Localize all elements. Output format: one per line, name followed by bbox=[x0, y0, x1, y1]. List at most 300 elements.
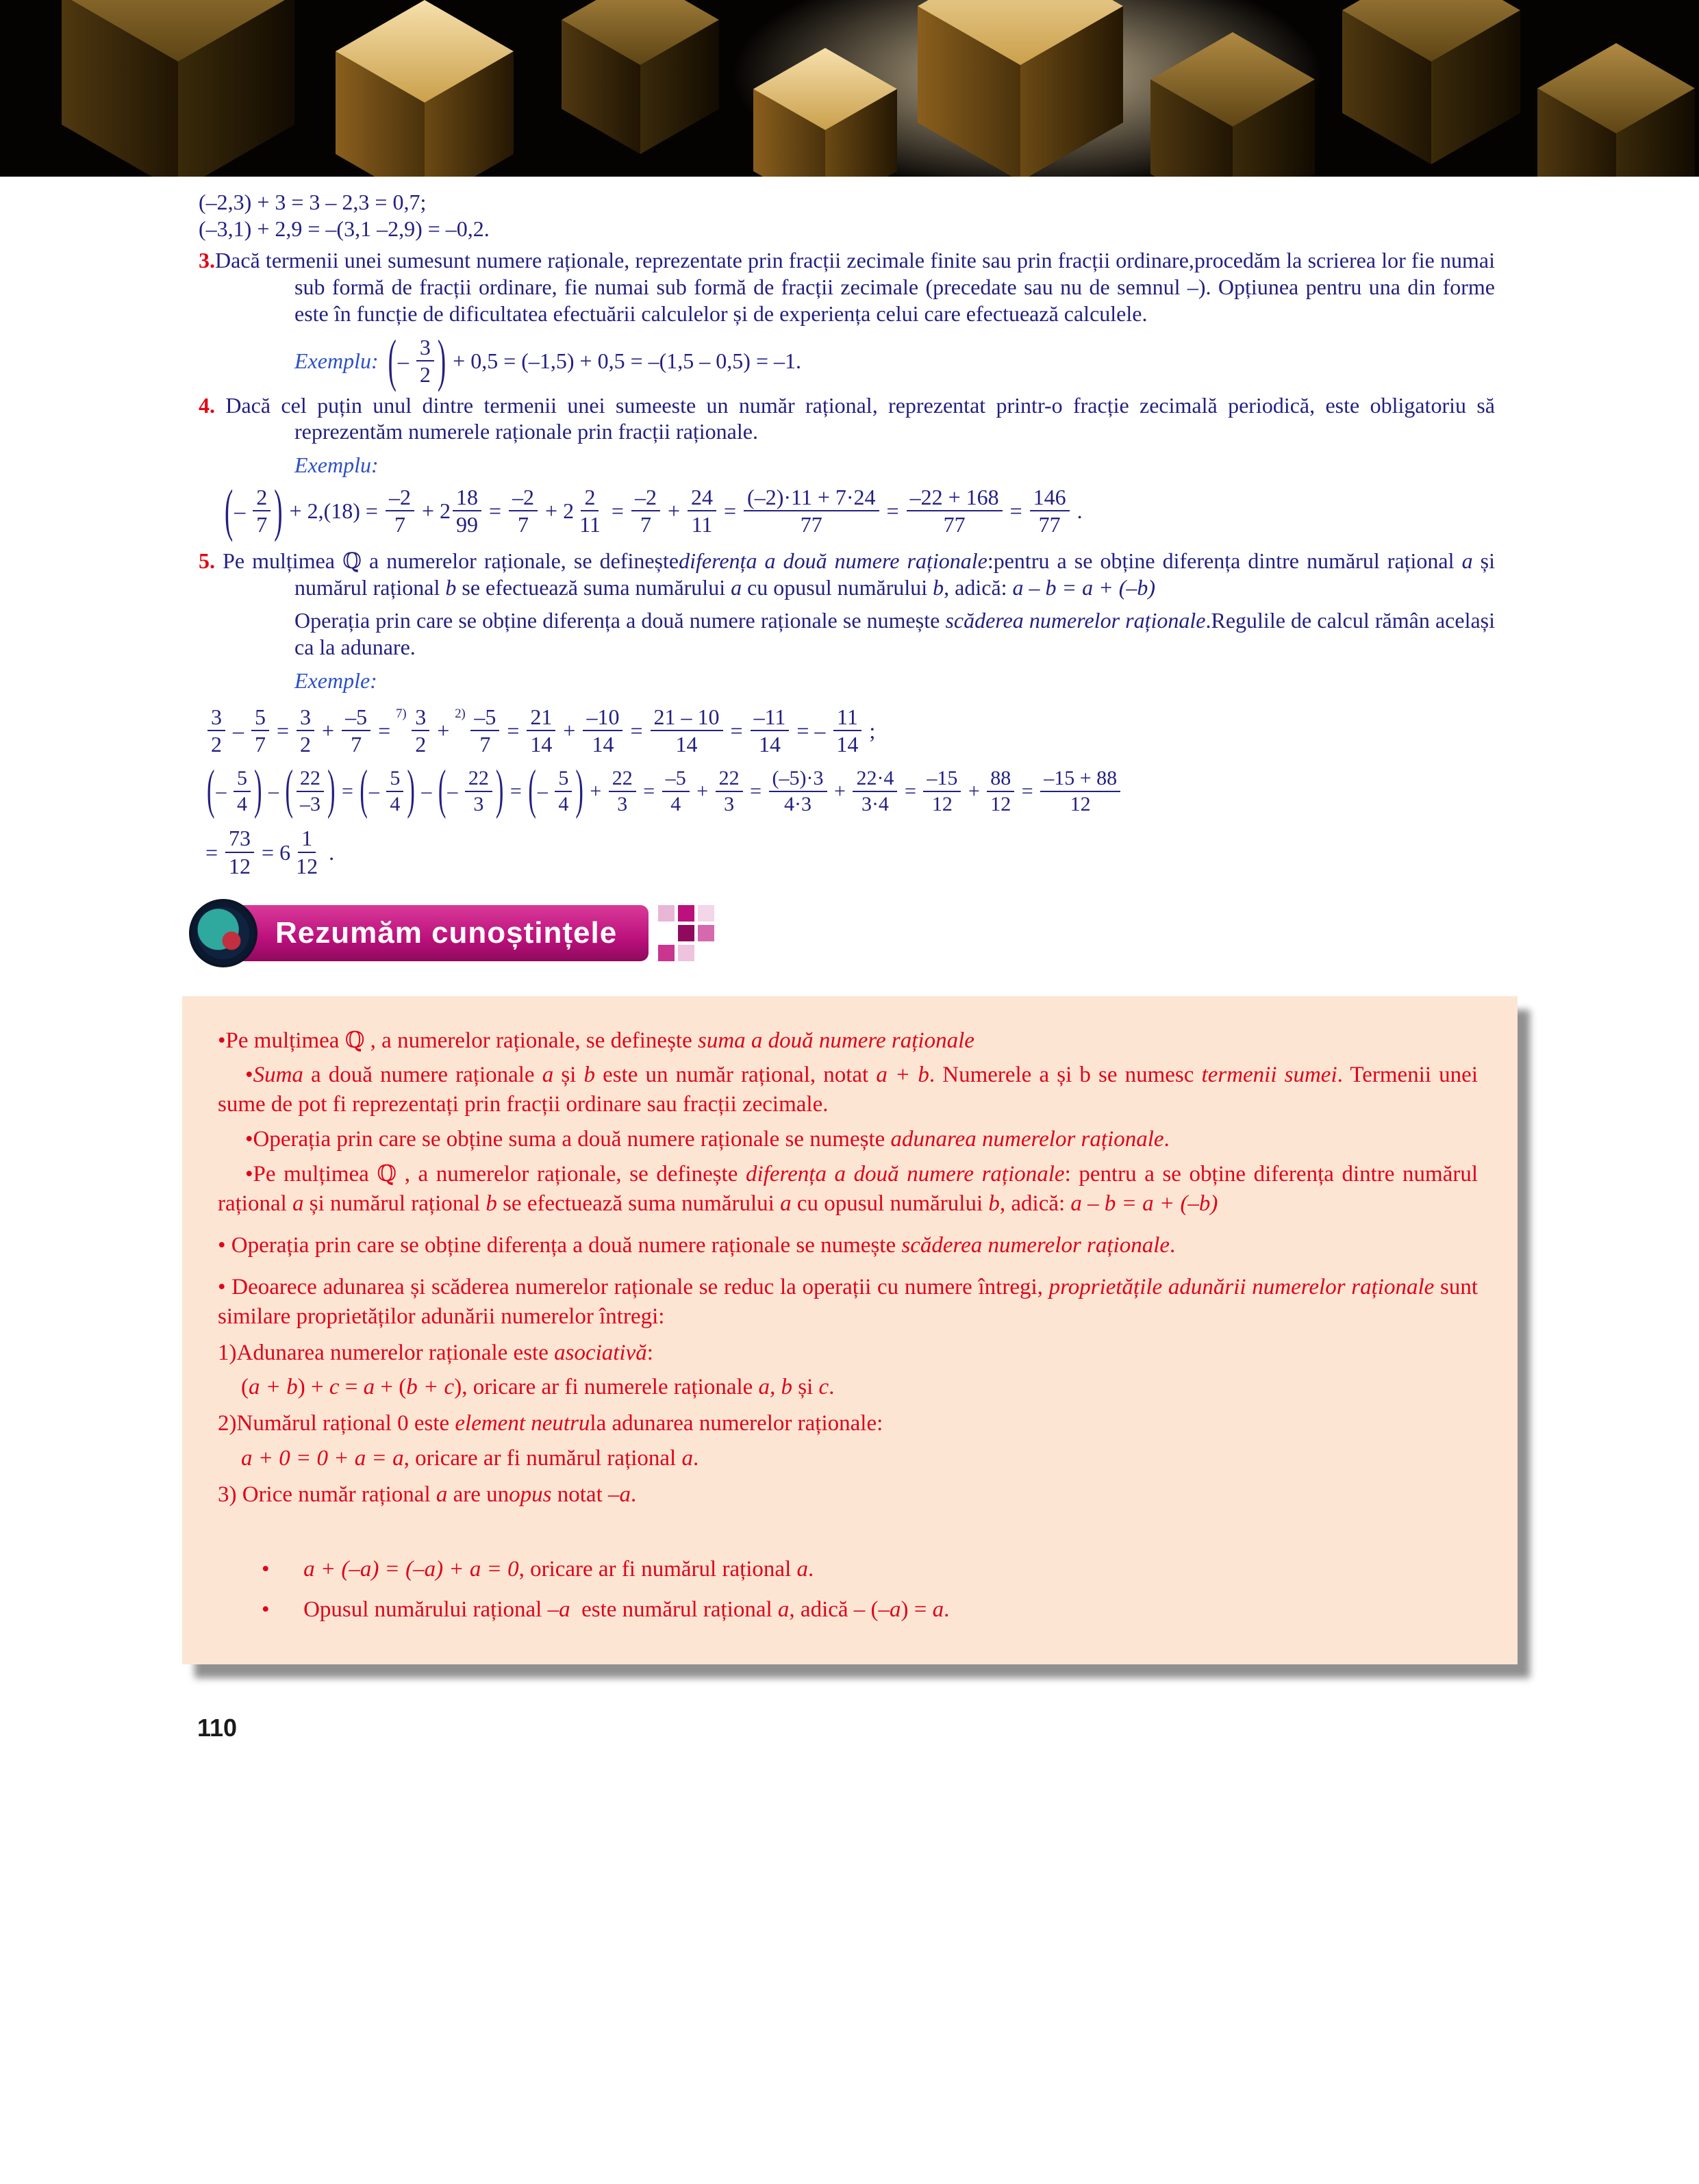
denominator: 12 bbox=[296, 853, 318, 878]
fraction bbox=[412, 705, 429, 757]
amplifier-superscript: 7) bbox=[396, 706, 410, 721]
close-paren-icon: ) bbox=[495, 760, 504, 820]
text-run: diferența a două numere raționale bbox=[679, 548, 987, 573]
text-run: Opusul numărului rațional – bbox=[303, 1597, 559, 1622]
denominator: 77 bbox=[943, 512, 966, 537]
numerator: 11 bbox=[833, 705, 861, 732]
summary-point bbox=[218, 1273, 1478, 1332]
paren-inner bbox=[294, 767, 326, 816]
paren-inner bbox=[447, 767, 494, 816]
denominator: 7 bbox=[351, 732, 362, 757]
math-line bbox=[199, 477, 1495, 542]
text-run: + 2,(18) = bbox=[284, 498, 383, 524]
denominator: 11 bbox=[691, 512, 713, 537]
fraction bbox=[769, 767, 827, 816]
denominator: 2 bbox=[415, 732, 427, 757]
text-run: se efectuează suma numărului bbox=[456, 574, 731, 600]
text-run: termenii sumei bbox=[1201, 1063, 1337, 1088]
numbered-item-4 bbox=[199, 392, 1495, 445]
text-run: – bbox=[416, 779, 437, 802]
text-run: a bbox=[363, 1375, 375, 1400]
text-run: – bbox=[227, 718, 249, 743]
text-run: are un bbox=[447, 1482, 509, 1508]
denominator: 77 bbox=[800, 512, 822, 537]
text-run: – bbox=[447, 779, 463, 802]
decorative-square bbox=[678, 905, 694, 922]
text-run: + bbox=[662, 498, 685, 524]
close-paren-icon: ) bbox=[327, 760, 336, 820]
text-run: ) = bbox=[901, 1597, 933, 1622]
text-run: b bbox=[486, 1191, 497, 1216]
denominator: 12 bbox=[931, 793, 953, 816]
fraction bbox=[716, 767, 743, 816]
text-run: b bbox=[445, 574, 457, 600]
page-number: 110 bbox=[197, 1713, 238, 1742]
fraction bbox=[751, 705, 790, 757]
text-run: proprietățile adunării numerelor raționale bbox=[1048, 1274, 1435, 1299]
decorative-square bbox=[698, 905, 714, 922]
fraction bbox=[662, 767, 690, 816]
numerator: 2 bbox=[581, 485, 599, 512]
text-run: a bbox=[731, 574, 742, 600]
text-run: = bbox=[725, 718, 748, 743]
summary-point bbox=[218, 1555, 1478, 1584]
decorative-squares bbox=[658, 905, 714, 961]
text-run: + bbox=[691, 779, 714, 802]
decorative-square bbox=[678, 925, 694, 941]
close-paren-icon: ) bbox=[437, 327, 446, 392]
numerator: 5 bbox=[386, 767, 403, 792]
header-art bbox=[0, 0, 1699, 177]
text-run: a – b = a + (–b) bbox=[1012, 574, 1156, 600]
text-run: 2)Numărul rațional 0 este bbox=[218, 1411, 455, 1436]
fraction bbox=[609, 767, 636, 816]
text-run: b + c bbox=[406, 1375, 455, 1400]
text-run: diferența a două numere raționale bbox=[746, 1162, 1065, 1187]
text-run: a – b = a + (–b) bbox=[1070, 1191, 1218, 1216]
paren-inner bbox=[369, 767, 406, 816]
fraction bbox=[576, 485, 604, 537]
fraction bbox=[744, 485, 879, 537]
text-run: c bbox=[329, 1375, 340, 1400]
fraction bbox=[631, 485, 660, 537]
text-run: • bbox=[262, 1597, 304, 1622]
open-paren-icon: ( bbox=[225, 477, 234, 542]
denominator: 4 bbox=[390, 793, 401, 816]
summary-point bbox=[218, 1061, 1478, 1119]
text-run: – bbox=[263, 779, 284, 802]
text-run: + bbox=[584, 779, 607, 802]
text-run: = bbox=[373, 718, 397, 743]
text-run: scăderea numerelor raționale bbox=[945, 608, 1206, 633]
text-run: = – bbox=[791, 718, 831, 743]
fraction bbox=[225, 826, 254, 878]
fraction bbox=[297, 767, 324, 816]
target-icon bbox=[189, 899, 257, 967]
fraction bbox=[342, 705, 370, 757]
denominator: 3 bbox=[617, 793, 628, 816]
text-run: = bbox=[744, 779, 767, 802]
math-line bbox=[199, 760, 1495, 820]
decorative-square bbox=[658, 905, 675, 922]
numerator: –5 bbox=[662, 767, 690, 792]
text-run: : pentru a se obține diferența dintre numărul rațional bbox=[218, 1162, 1478, 1216]
numerator: 146 bbox=[1030, 485, 1070, 512]
paren-group bbox=[358, 760, 416, 820]
numerator: –5 bbox=[342, 705, 370, 732]
paren-inner bbox=[538, 767, 575, 816]
text-run: a, b bbox=[758, 1375, 793, 1400]
numerator: 22·4 bbox=[853, 767, 897, 792]
numerator: 21 – 10 bbox=[651, 705, 723, 732]
text-run: . bbox=[323, 839, 335, 865]
text-run: ; bbox=[864, 718, 876, 743]
text-run: + bbox=[557, 718, 581, 743]
fraction bbox=[453, 485, 481, 537]
text-run: • Deoarece adunarea și scăderea numerelor raționale se reduc la operații cu numere întregi, bbox=[218, 1274, 1049, 1299]
text-run: . bbox=[1071, 498, 1083, 524]
denominator: 14 bbox=[836, 732, 859, 757]
text-run: a + b bbox=[876, 1063, 929, 1088]
text-run: • bbox=[262, 1556, 304, 1582]
close-paren-icon: ) bbox=[407, 760, 415, 820]
numerator: 3 bbox=[207, 705, 225, 732]
numerator: 3 bbox=[412, 705, 429, 732]
denominator: 3 bbox=[724, 793, 735, 816]
denominator: 14 bbox=[675, 732, 698, 757]
text-run: •Pe mulțimea ℚ , a numerelor raționale, se definește bbox=[218, 1028, 698, 1053]
text-run: a bbox=[1461, 548, 1473, 573]
numerator: –2 bbox=[386, 485, 414, 512]
text-run: . Termenii unei sume de pot fi reprezentați prin fracții ordinare sau fracții zecimale. bbox=[218, 1063, 1478, 1117]
decorative-square bbox=[658, 925, 675, 941]
denominator: 7 bbox=[640, 512, 651, 537]
text-run: – bbox=[234, 498, 251, 524]
numbered-item-3 bbox=[199, 247, 1495, 327]
denominator: 7 bbox=[518, 512, 529, 537]
numerator: 24 bbox=[688, 485, 716, 512]
text-run: 3) Orice număr rațional bbox=[218, 1482, 436, 1508]
numerator: 22 bbox=[465, 767, 492, 792]
numerator: 2 bbox=[253, 485, 270, 512]
text-run: + bbox=[963, 779, 985, 802]
fraction bbox=[509, 485, 538, 537]
fraction bbox=[253, 485, 270, 537]
fraction bbox=[386, 767, 403, 816]
numerator: 5 bbox=[555, 767, 572, 792]
text-run: • Operația prin care se obține diferența a două numere raționale se numește bbox=[218, 1232, 902, 1258]
numerator: 22 bbox=[297, 767, 324, 792]
example-row-item-3 bbox=[199, 327, 1495, 392]
fraction bbox=[465, 767, 492, 816]
text-run: a bbox=[681, 1446, 693, 1471]
paren-inner bbox=[398, 335, 436, 387]
item-number-3: 3. bbox=[199, 248, 215, 273]
item-number-4: 4. bbox=[199, 392, 215, 418]
close-paren-icon: ) bbox=[274, 477, 283, 542]
text-run: , adică: bbox=[944, 574, 1013, 600]
text-run: = bbox=[1004, 498, 1028, 524]
summary-point bbox=[218, 1160, 1478, 1219]
text-run: = bbox=[483, 498, 507, 524]
text-run: . bbox=[631, 1482, 637, 1508]
text-run: . Numerele a și b se numesc bbox=[929, 1063, 1202, 1088]
text-run: + bbox=[316, 718, 340, 743]
text-run: a + 0 = 0 + a = a bbox=[241, 1446, 404, 1471]
example-label: Exemplu: bbox=[294, 348, 379, 373]
close-paren-icon: ) bbox=[575, 760, 583, 820]
text-run: = bbox=[271, 718, 295, 743]
text-run: ), oricare ar fi numerele raționale bbox=[454, 1375, 759, 1400]
text-run: (–2,3) + 3 = 3 – 2,3 = 0,7; bbox=[199, 190, 427, 214]
text-run: a bbox=[436, 1482, 448, 1508]
text-run: , oricare ar fi numărul rațional bbox=[403, 1446, 682, 1471]
paren-group bbox=[437, 760, 505, 820]
text-run: opus bbox=[509, 1482, 552, 1508]
text-run: = bbox=[336, 779, 359, 802]
text-run: + 0,5 = (–1,5) + 0,5 = –(1,5 – 0,5) = –1. bbox=[447, 348, 801, 373]
text-run: la adunarea numerelor raționale: bbox=[590, 1411, 883, 1436]
text-run: :pentru a se obține diferența dintre numărul rațional bbox=[987, 548, 1462, 573]
fraction bbox=[1030, 485, 1070, 537]
denominator: 14 bbox=[530, 732, 553, 757]
summary-point bbox=[218, 1125, 1478, 1154]
decorative-square bbox=[678, 945, 694, 961]
text-run: = bbox=[899, 779, 922, 802]
text-run: = bbox=[718, 498, 742, 524]
text-run: și numărul rațional bbox=[303, 1191, 486, 1216]
text-run: b bbox=[933, 574, 944, 600]
summary-formula bbox=[218, 1373, 1478, 1402]
examples-label: Exemple: bbox=[294, 668, 377, 693]
denominator: 99 bbox=[455, 512, 478, 537]
denominator: 4·3 bbox=[784, 793, 812, 816]
text-run: a bbox=[932, 1597, 944, 1622]
numerator: 3 bbox=[416, 335, 434, 362]
decorative-square bbox=[658, 945, 675, 961]
paren-group bbox=[527, 760, 585, 820]
open-paren-icon: ( bbox=[360, 760, 368, 820]
text-run: scăderea numerelor raționale bbox=[901, 1232, 1170, 1258]
golden-cubes-image bbox=[0, 0, 1699, 177]
paren-group bbox=[387, 327, 448, 392]
denominator: 2 bbox=[211, 732, 222, 757]
numerator: 21 bbox=[527, 705, 555, 732]
fraction bbox=[1040, 767, 1120, 816]
text-run: – bbox=[397, 348, 414, 373]
numerator: 18 bbox=[453, 485, 481, 512]
text-run: a bbox=[619, 1482, 631, 1508]
numerator: –15 + 88 bbox=[1040, 767, 1120, 792]
text-run: Pe mulțimea ℚ a numerelor raționale, se definește bbox=[215, 548, 679, 573]
close-paren-icon: ) bbox=[254, 760, 262, 820]
text-run: c bbox=[818, 1375, 829, 1400]
item-3-text bbox=[215, 248, 1495, 325]
text-run: + 2 bbox=[540, 498, 575, 524]
text-run: este un număr rațional, notat bbox=[594, 1063, 877, 1088]
text-run: – bbox=[368, 779, 385, 802]
summary-formula bbox=[218, 1444, 1478, 1473]
text-run: = bbox=[339, 1375, 364, 1400]
denominator: 4 bbox=[237, 793, 247, 816]
example-label-row bbox=[199, 452, 1495, 479]
denominator: –3 bbox=[300, 793, 320, 816]
fraction bbox=[470, 705, 499, 757]
math-line bbox=[199, 705, 1495, 757]
fraction bbox=[297, 705, 314, 757]
text-run: , oricare ar fi numărul rațional bbox=[518, 1556, 797, 1582]
text-run: se efectuează suma numărului bbox=[496, 1191, 781, 1216]
text-run: = bbox=[205, 839, 224, 865]
denominator: 14 bbox=[758, 732, 781, 757]
denominator: 12 bbox=[1070, 793, 1091, 816]
item-4-text bbox=[215, 393, 1495, 444]
denominator: 7 bbox=[255, 732, 266, 757]
text-run: = bbox=[1016, 779, 1039, 802]
text-run: + 2 bbox=[416, 498, 451, 524]
summary-banner bbox=[189, 899, 1699, 967]
text-run: . bbox=[692, 1446, 699, 1471]
text-run: Suma bbox=[253, 1063, 303, 1088]
numerator: –10 bbox=[583, 705, 622, 732]
summary-rule-3 bbox=[218, 1480, 1478, 1510]
numerator: –15 bbox=[923, 767, 961, 792]
text-run: a două numere raționale bbox=[303, 1063, 542, 1088]
denominator: 14 bbox=[592, 732, 614, 757]
text-run: b bbox=[583, 1063, 595, 1088]
numerator: –11 bbox=[751, 705, 790, 732]
denominator: 2 bbox=[300, 732, 312, 757]
text-run: este numărul rațional bbox=[570, 1597, 778, 1622]
fraction bbox=[833, 705, 861, 757]
amplifier-superscript: 2) bbox=[455, 706, 469, 721]
open-paren-icon: ( bbox=[207, 760, 215, 820]
open-paren-icon: ( bbox=[285, 760, 293, 820]
numerator: 1 bbox=[298, 826, 316, 853]
text-run: = bbox=[881, 498, 905, 524]
fraction bbox=[555, 767, 572, 816]
summary-rule-2 bbox=[218, 1409, 1478, 1438]
fraction bbox=[527, 705, 555, 757]
text-run: cu opusul numărului bbox=[791, 1191, 989, 1216]
fraction bbox=[416, 335, 434, 387]
denominator: 7 bbox=[256, 512, 268, 537]
fraction bbox=[292, 826, 321, 878]
denominator: 3·4 bbox=[861, 793, 889, 816]
fraction bbox=[688, 485, 716, 537]
text-run: a + b bbox=[249, 1375, 298, 1400]
denominator: 77 bbox=[1038, 512, 1061, 537]
text-run: , adică – (– bbox=[789, 1597, 890, 1622]
denominator: 2 bbox=[419, 362, 431, 388]
text-run: sunt similare proprietăților adunării numerelor întregi: bbox=[218, 1274, 1478, 1329]
text-run: a bbox=[780, 1191, 792, 1216]
text-run: suma a două numere raționale bbox=[697, 1028, 974, 1053]
fraction bbox=[987, 767, 1014, 816]
denominator: 3 bbox=[473, 793, 484, 816]
math-line bbox=[387, 327, 801, 392]
text-run: notat – bbox=[551, 1482, 620, 1508]
summary-point bbox=[218, 1231, 1478, 1260]
text-run: b bbox=[988, 1191, 1000, 1216]
text-run: – bbox=[537, 779, 553, 802]
text-run: .Regulile de calcul rămân același ca la adunare. bbox=[294, 608, 1496, 660]
page-body bbox=[0, 177, 1699, 878]
numerator: 3 bbox=[297, 705, 314, 732]
numerator: –5 bbox=[470, 705, 499, 732]
paren-group bbox=[223, 477, 284, 542]
paren-group bbox=[205, 760, 264, 820]
text-run: = bbox=[605, 498, 629, 524]
text-run: Operația prin care se obține diferența a două numere raționale se numește bbox=[294, 608, 946, 633]
paren-inner bbox=[216, 767, 253, 816]
text-run: și numărul rațional bbox=[294, 548, 1496, 600]
text-run: cu opusul numărului bbox=[742, 574, 933, 600]
text-run: a bbox=[890, 1597, 901, 1622]
fraction bbox=[207, 705, 225, 757]
equation-line-2 bbox=[199, 216, 1495, 242]
text-run: a bbox=[777, 1597, 790, 1622]
text-run: . bbox=[829, 1375, 835, 1400]
numerator: 22 bbox=[716, 767, 743, 792]
fraction bbox=[907, 485, 1003, 537]
text-run: , adică: bbox=[999, 1191, 1071, 1216]
numerator: –2 bbox=[631, 485, 660, 512]
page-footer bbox=[197, 1714, 1699, 1742]
open-paren-icon: ( bbox=[438, 760, 446, 820]
text-run: = bbox=[505, 779, 527, 802]
numerator: (–2)·11 + 7·24 bbox=[744, 485, 879, 512]
example-label: Exemplu: bbox=[294, 453, 379, 478]
text-run: = bbox=[625, 718, 649, 743]
numerator: 5 bbox=[251, 705, 269, 732]
fraction bbox=[234, 767, 251, 816]
denominator: 12 bbox=[229, 853, 251, 878]
text-run: (–3,1) + 2,9 = –(3,1 –2,9) = –0,2. bbox=[199, 216, 490, 241]
text-run: a bbox=[292, 1191, 304, 1216]
text-run: . bbox=[1163, 1127, 1170, 1152]
denominator: 12 bbox=[990, 793, 1011, 816]
denominator: 7 bbox=[479, 732, 491, 757]
text-run: + bbox=[829, 779, 851, 802]
banner-title: Rezumăm cunoștințele bbox=[275, 915, 618, 950]
denominator: 7 bbox=[394, 512, 405, 537]
text-run: a bbox=[559, 1597, 570, 1622]
math-line bbox=[199, 826, 1495, 878]
summary-rule-1 bbox=[218, 1338, 1478, 1368]
text-run: ( bbox=[241, 1375, 249, 1400]
paren-inner bbox=[234, 485, 273, 537]
numerator: (–5)·3 bbox=[769, 767, 827, 792]
open-paren-icon: ( bbox=[528, 760, 536, 820]
paren-group bbox=[284, 760, 337, 820]
fraction bbox=[853, 767, 897, 816]
text-run: . bbox=[808, 1556, 814, 1582]
open-paren-icon: ( bbox=[388, 327, 397, 392]
numerator: –2 bbox=[509, 485, 538, 512]
summary-point bbox=[218, 1595, 1478, 1625]
numerator: –22 + 168 bbox=[907, 485, 1003, 512]
fraction bbox=[583, 705, 622, 757]
text-run: – bbox=[216, 779, 231, 802]
summary-point bbox=[218, 1026, 1478, 1056]
denominator: 11 bbox=[579, 512, 601, 537]
denominator: 4 bbox=[558, 793, 569, 816]
text-run: Dacă cel puțin unul dintre termenii unei sumeeste un număr rațional, reprezentat printr-o fracție zecimală periodică, este obligatoriu să reprezentăm numerele raționale prin fracții raționale. bbox=[215, 392, 1495, 444]
equation-line-1 bbox=[199, 189, 1495, 216]
text-run: •Operația prin care se obține suma a două numere raționale se numește bbox=[245, 1127, 891, 1152]
fraction bbox=[386, 485, 414, 537]
